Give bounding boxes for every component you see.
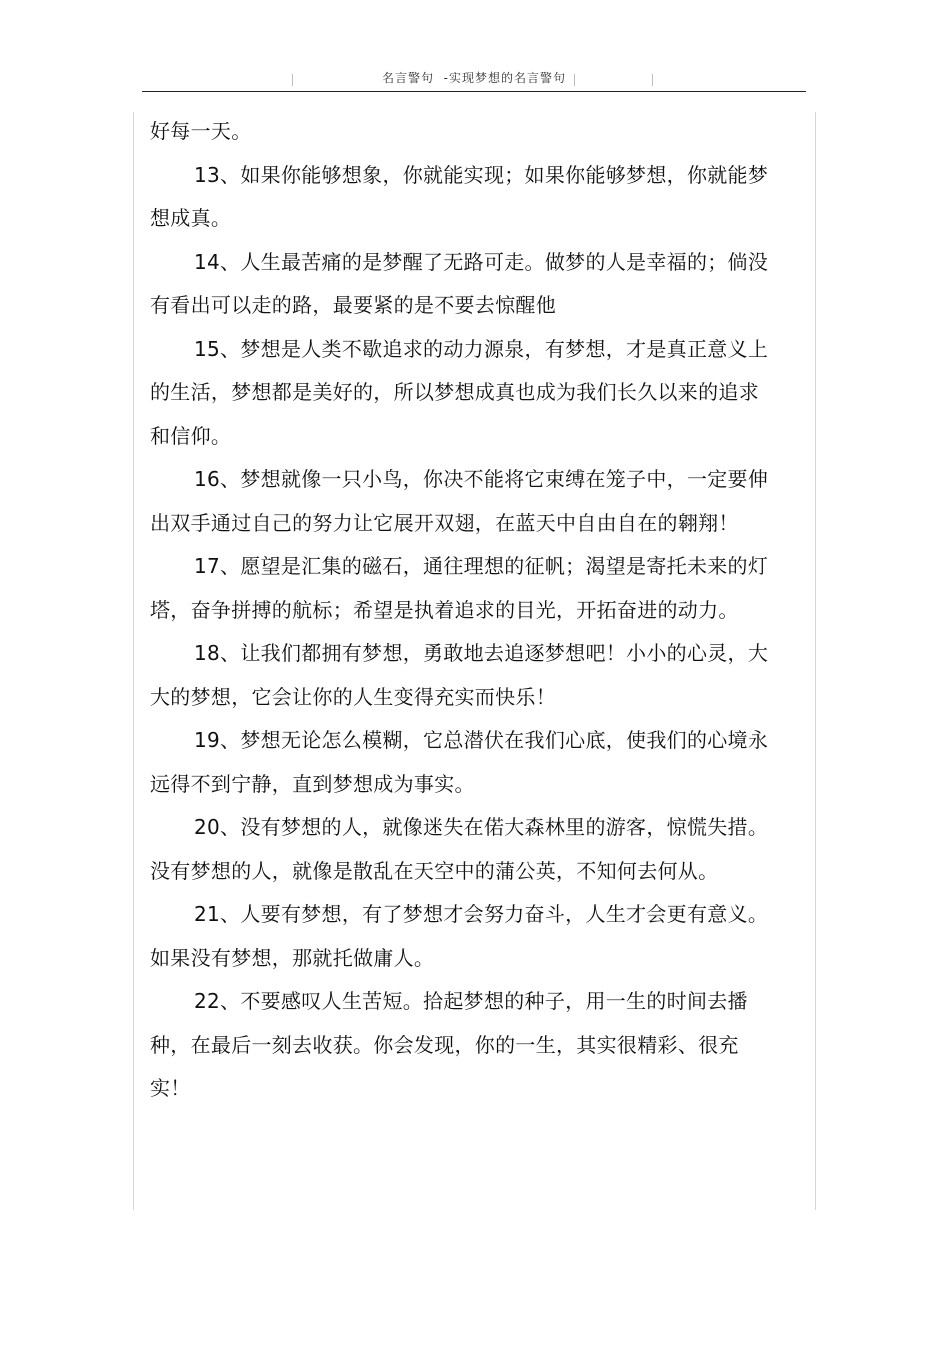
quote-paragraph-16: 16、梦想就像一只小鸟，你决不能将它束缚在笼子中，一定要伸出双手通过自己的努力让它展开双翅，在蓝天中自由自在的翱翔！ bbox=[150, 467, 769, 535]
quote-paragraph-20: 20、没有梦想的人，就像迷失在偌大森林里的游客，惊慌失措。没有梦想的人，就像是散乱在天空中的蒲公英，不知何去何从。 bbox=[150, 815, 769, 883]
body-text bbox=[150, 110, 772, 1111]
quote-paragraph-17: 17、愿望是汇集的磁石，通往理想的征帆；渴望是寄托未来的灯塔，奋争拼搏的航标；希望是执着追求的目光，开拓奋进的动力。 bbox=[150, 554, 769, 622]
quote-paragraph-21: 21、人要有梦想，有了梦想才会努力奋斗，人生才会更有意义。如果没有梦想，那就托做庸人。 bbox=[150, 902, 769, 970]
page-header bbox=[142, 62, 806, 92]
header-title: 名言警句 -实现梦想的名言警句 bbox=[382, 71, 566, 85]
left-margin-line bbox=[133, 112, 134, 1210]
quote-paragraph-19: 19、梦想无论怎么模糊，它总潜伏在我们心底，使我们的心境永远得不到宁静，直到梦想成为事实。 bbox=[150, 728, 769, 796]
quote-paragraph-18: 18、让我们都拥有梦想，勇敢地去追逐梦想吧！小小的心灵，大大的梦想，它会让你的人生变得充实而快乐！ bbox=[150, 641, 769, 709]
quote-paragraph-14: 14、人生最苦痛的是梦醒了无路可走。做梦的人是幸福的；倘没有看出可以走的路，最要紧的是不要去惊醒他 bbox=[150, 249, 769, 317]
right-margin-line bbox=[815, 112, 816, 1210]
quote-paragraph-15: 15、梦想是人类不歇追求的动力源泉，有梦想，才是真正意义上的生活，梦想都是美好的，所以梦想成真也成为我们长久以来的追求和信仰。 bbox=[150, 336, 769, 448]
quote-paragraph-13: 13、如果你能够想象，你就能实现；如果你能够梦想，你就能梦想成真。 bbox=[150, 162, 769, 230]
paragraph-continuation: 好每一天。 bbox=[150, 119, 252, 143]
header-rule bbox=[142, 91, 806, 92]
quote-paragraph-22: 22、不要感叹人生苦短。拾起梦想的种子，用一生的时间去播种，在最后一刻去收获。你会发现，你的一生，其实很精彩、很充实！ bbox=[150, 989, 748, 1100]
